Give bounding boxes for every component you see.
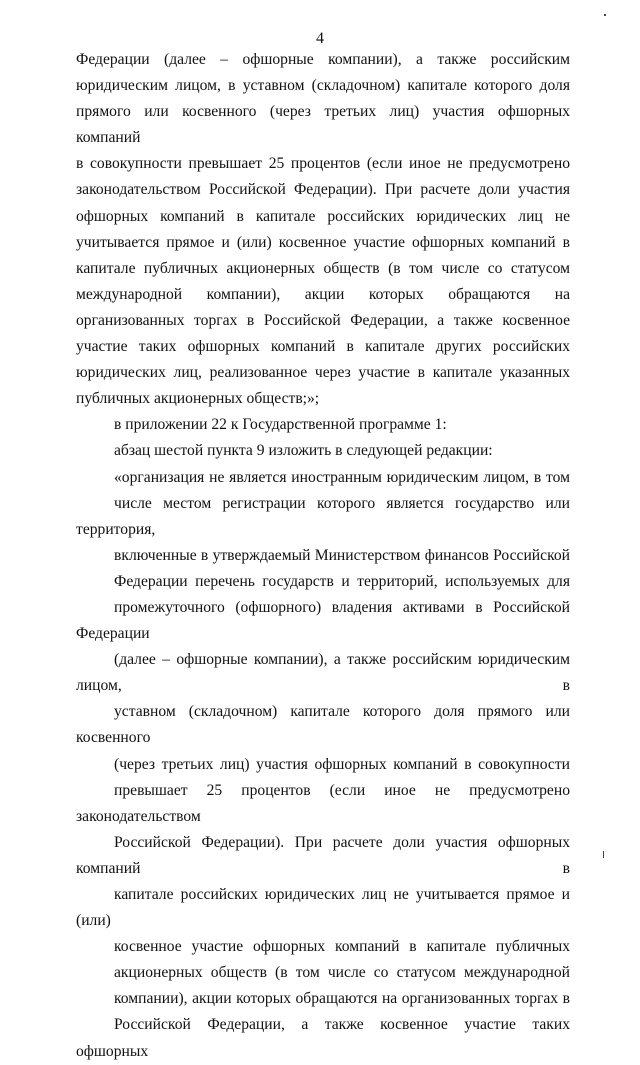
text-line: промежуточного (офшорного) владения активами в Российской Федерации xyxy=(76,598,570,643)
text-line: международной компании), акции которых обращаются на xyxy=(76,285,570,303)
document-body xyxy=(76,47,570,1065)
text-line: в приложении 22 к Государственной программе 1: xyxy=(114,416,447,434)
text-line: организованных торгах в Российской Федерации, а также косвенное xyxy=(76,311,570,329)
text-line: включенные в утверждаемый Министерством финансов Российской xyxy=(114,546,570,564)
paragraph-offshore-definition-end xyxy=(76,47,570,412)
text-line: (далее – офшорные компании), а также российским юридическим лицом, в xyxy=(76,651,570,695)
text-line: прямого или косвенного (через третьих лиц) участия офшорных компаний xyxy=(76,103,570,147)
paragraph-appendix-22 xyxy=(76,412,570,438)
text-line: юридических лиц, реализованное через участие в капитале указанных xyxy=(76,364,570,382)
text-line: офшорных компаний в капитале российских юридических лиц не xyxy=(76,207,570,225)
text-line: косвенное участие офшорных компаний в капитале публичных xyxy=(114,938,570,956)
text-line: Федерации (далее – офшорные компании), а также российским xyxy=(76,51,570,68)
text-line: учитывается прямое и (или) косвенное участие офшорных компаний в xyxy=(76,233,570,251)
text-line: публичных акционерных обществ;»; xyxy=(76,390,320,408)
text-line: Российской Федерации, а также косвенное участие таких офшорных xyxy=(76,1016,570,1060)
text-line: юридическим лицом, в уставном (складочном) капитале которого доля xyxy=(76,77,570,95)
text-line: уставном (складочном) капитале которого доля прямого или косвенного xyxy=(76,703,570,747)
text-line: Российской Федерации). При расчете доли участия офшорных компаний в xyxy=(76,833,570,877)
scan-artifact-top-right xyxy=(604,14,606,16)
text-line: абзац шестой пункта 9 изложить в следующей редакции: xyxy=(114,442,493,460)
text-line: компании), акции которых обращаются на организованных торгах в xyxy=(114,990,570,1008)
text-line: в совокупности превышает 25 процентов (если иное не предусмотрено xyxy=(76,155,570,173)
text-line: числе местом регистрации которого является государство или территория, xyxy=(76,494,570,538)
text-line: (через третьих лиц) участия офшорных компаний в совокупности xyxy=(114,755,570,773)
page-number: 4 xyxy=(316,30,324,47)
text-line: Федерации перечень государств и территорий, используемых для xyxy=(114,572,570,590)
text-line: участие таких офшорных компаний в капитале других российских xyxy=(76,338,570,356)
paragraph-abzac-sixth xyxy=(76,438,570,464)
paragraph-new-wording xyxy=(76,465,570,1065)
text-line: акционерных обществ (в том числе со статусом международной xyxy=(114,964,570,982)
text-line: капитале российских юридических лиц не учитывается прямое и (или) xyxy=(76,886,570,930)
text-line: капитале публичных акционерных обществ (в том числе со статусом xyxy=(76,259,570,277)
text-line: превышает 25 процентов (если иное не предусмотрено законодательством xyxy=(76,781,570,825)
text-line: «организация не является иностранным юридическим лицом, в том xyxy=(114,468,570,486)
scan-artifact-bottom-right xyxy=(603,851,604,858)
text-line: законодательством Российской Федерации). При расчете доли участия xyxy=(76,181,570,199)
